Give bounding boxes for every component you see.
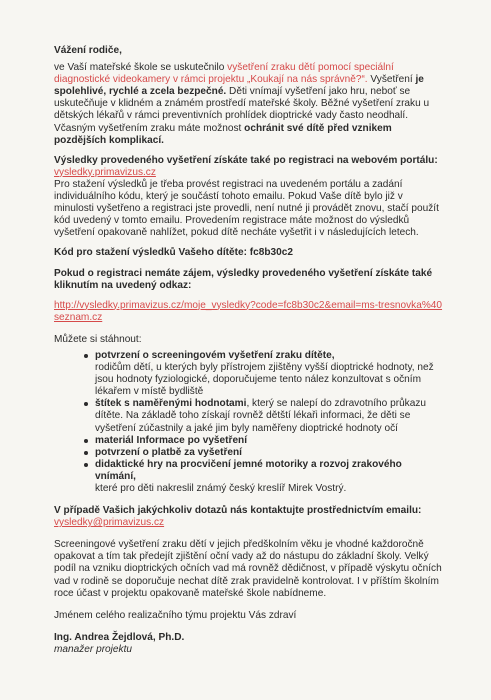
download-item-detail: které pro děti nakreslil známý český kreslíř Mirek Vostrý. <box>95 483 347 494</box>
downloads-intro: Můžete si stáhnout: <box>54 333 142 345</box>
registration-text: Pro stažení výsledků je třeba provést registraci na uvedeném portálu a zadání individuálního kódu, který je součástí tohoto emailu. Pokud Vaše dítě bylo již v minulosti vyšetřeno a registraci jste provedli, není nutné ji provádět znovu, stačí použít kód uvedený v tomto emailu. Provedením registrace máte možnost do výsledků vyšetření opakovaně nahlížet, pokud dítě necháte vyšetřit i v následujících letech. <box>54 178 439 239</box>
download-item-title: materiál Informace po vyšetření <box>95 434 248 446</box>
code-line: Kód pro stažení výsledků Vašeho dítěte: fc8b30c2 <box>54 247 293 259</box>
contact-email-link[interactable]: vysledky@primavizus.cz <box>54 517 165 529</box>
list-item <box>84 350 445 398</box>
intro-text-2: Vyšetření <box>367 74 416 86</box>
registration-block <box>54 155 445 179</box>
closing-line: Jménem celého realizačního týmu projektu Vás zdraví <box>54 609 297 621</box>
signature-name: Ing. Andrea Žejdlová, Ph.D. <box>54 631 185 643</box>
downloads-list <box>54 350 445 495</box>
registration-heading: Výsledky provedeného vyšetření získáte také po registraci na webovém portálu: <box>54 154 438 166</box>
intro-paragraph <box>54 62 445 147</box>
intro-bold-2: ochránit své dítě před vznikem pozdějších komplikací. <box>54 122 392 146</box>
download-item-detail: , který se nalepí do zdravotního průkazu dítěte. Na základě toho získají rovněž dětští lékaři informaci, že děti se vyšetření zúčastnily a jaké jim byly naměřeny dioptrické hodnoty očí <box>95 398 427 434</box>
contact-heading: V případě Vašich jakýchkoliv dotazů nás kontaktujte prostřednictvím emailu: <box>54 505 422 517</box>
list-item <box>84 398 445 434</box>
signature-role: manažer projektu <box>54 643 132 655</box>
intro-bold-1: je spolehlivé, rychlé a zcela bezpečné. <box>54 74 424 98</box>
download-item-detail: rodičům dětí, u kterých byly přístrojem zjištěny vyšší dioptrické hodnoty, než jsou hodnoty fyziologické, doporučujeme tento nález konzultovat s očním lékařem v místě bydliště <box>95 362 434 398</box>
download-item-title: potvrzení o platbě za vyšetření <box>95 446 242 458</box>
project-highlight: vyšetření zraku dětí pomocí speciální diagnostické videokamery v rámci projektu „Koukají na nás správně?“. <box>54 62 394 86</box>
list-item <box>84 435 445 447</box>
no-registration-heading: Pokud o registraci nemáte zájem, výsledky provedeného vyšetření získáte také kliknutím na uvedený odkaz: <box>54 267 433 291</box>
download-item-title: didaktické hry na procvičení jemné motoriky a rozvoj zrakového vnímání, <box>95 458 402 482</box>
intro-text-1: ve Vaší mateřské škole se uskutečnilo <box>54 62 228 74</box>
download-item-title: štítek s naměřenými hodnotami <box>95 398 247 410</box>
results-link[interactable]: http://vysledky.primavizus.cz/moje_vysledky?code=fc8b30c2&email=ms-tresnovka%40seznam.cz <box>54 299 443 323</box>
intro-text-3: Děti vnímají vyšetření jako hru, neboť se uskutečňuje v klidném a známém prostředí mateřské školy. Běžné vyšetření zraku u dětských lékařů v rámci preventivních prohlídek dioptrické vady často neodhalí. Včasným vyšetřením zraku máte možnost <box>54 86 430 134</box>
salutation: Vážení rodiče, <box>54 45 122 56</box>
download-item-title: potvrzení o screeningovém vyšetření zraku dítěte, <box>95 349 335 361</box>
list-item <box>84 447 445 459</box>
list-item <box>84 459 445 495</box>
screening-paragraph: Screeningové vyšetření zraku dětí v jejich předškolním věku je vhodné každoročně opakovat a tím tak předejít zjištění oční vady až do nástupu do základní školy. Velký podíl na vzniku dioptrických očních vad má rovněž dědičnost, v případě výskytu očních vad v rodině se doporučuje nechat dítě zrak pravidelně kontrolovat. I v příštím školním roce účast v projektu opakovaně mateřské škole nabídneme. <box>54 539 442 599</box>
portal-link[interactable]: vysledky.primavizus.cz <box>54 166 156 178</box>
